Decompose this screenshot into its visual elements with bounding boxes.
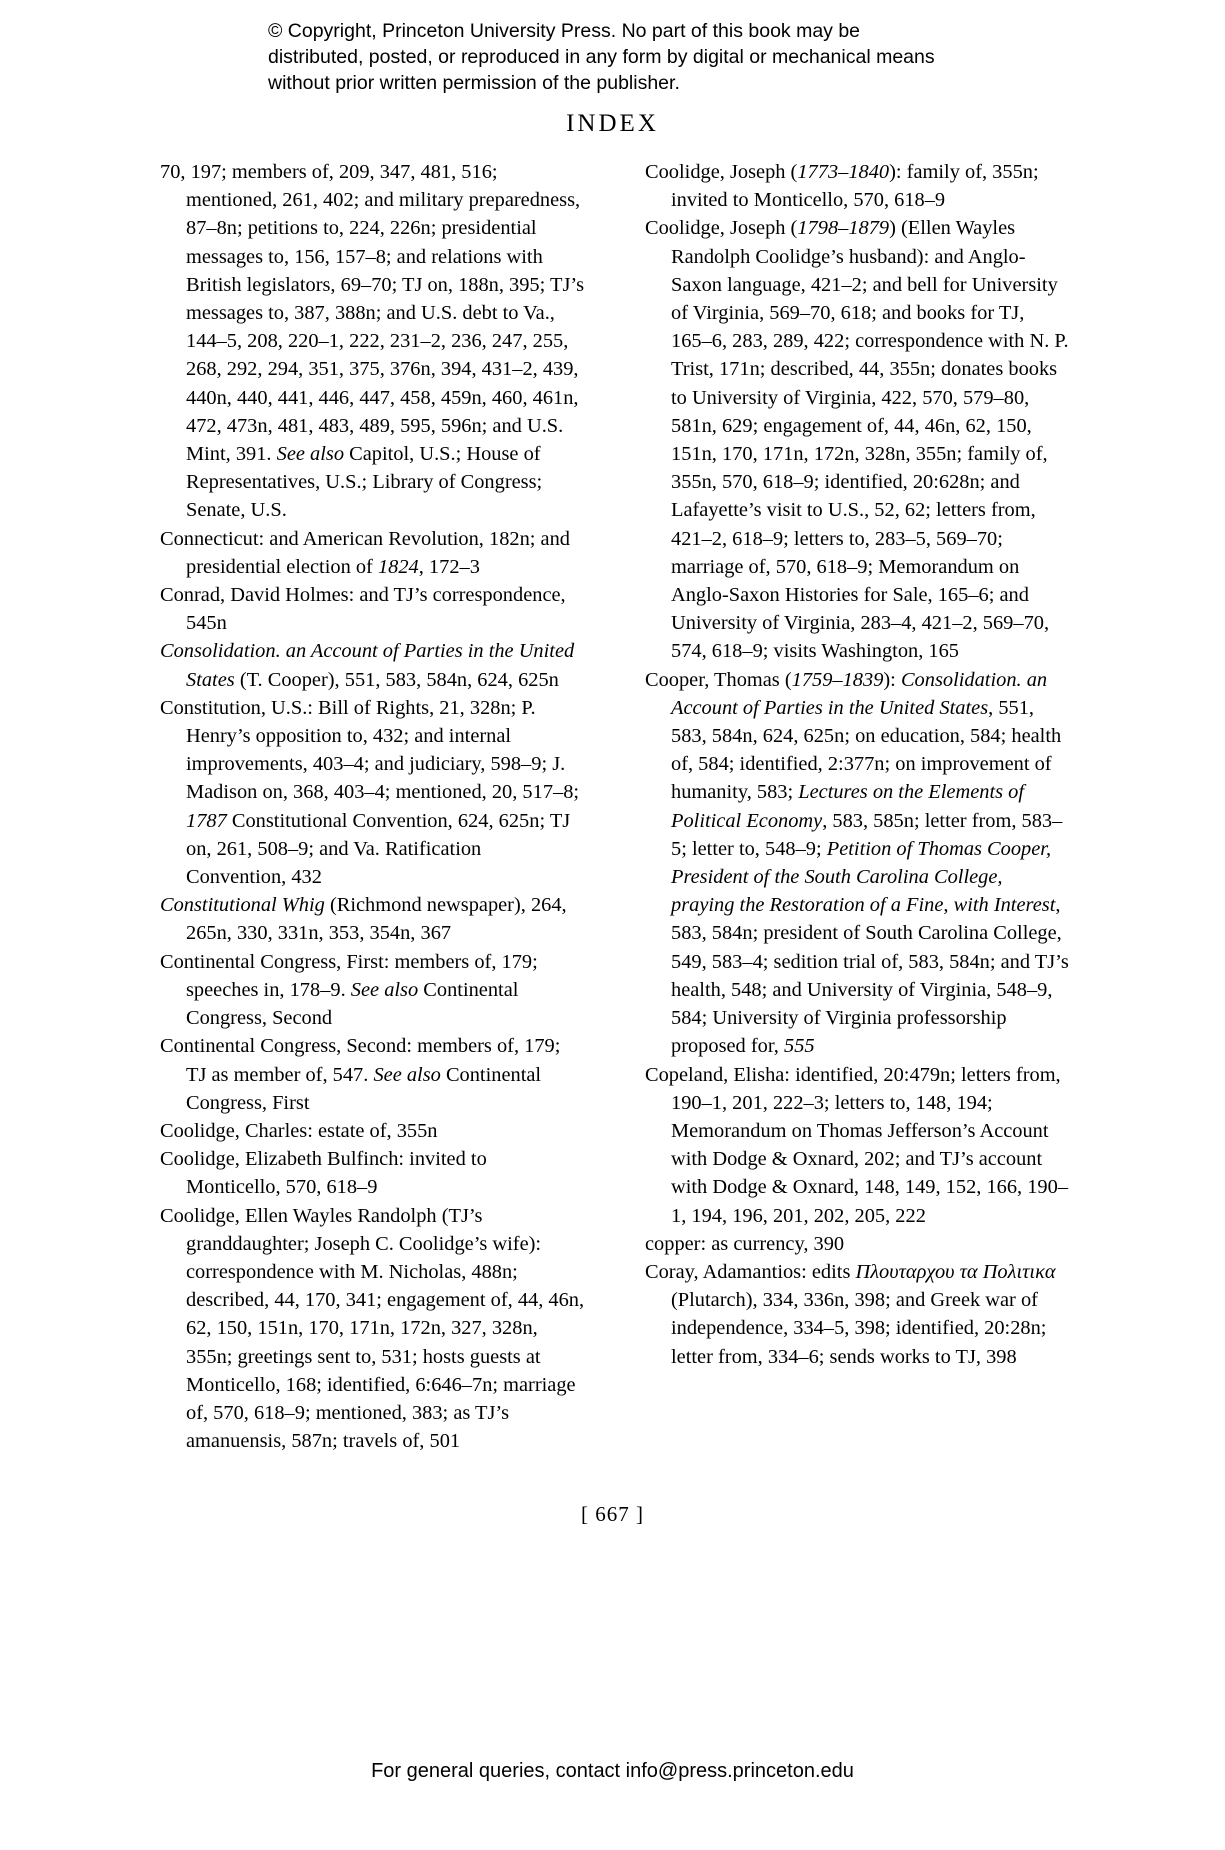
footer-notice: For general queries, contact info@press.princeton.edu (371, 1760, 854, 1782)
index-column-left (160, 158, 585, 1455)
index-entry: Consolidation. an Account of Parties in the United States (T. Cooper), 551, 583, 584n, 624, 625n (160, 640, 575, 691)
index-entry: Coolidge, Ellen Wayles Randolph (TJ’s granddaughter; Joseph C. Coolidge’s wife): correspondence with M. Nicholas, 488n; described, 44, 170, 341; engagement of, 44, 46n, 62, 150, 151n, 170, 171n, 172n, 327, 328n, 355n; greetings sent to, 531; hosts guests at Monticello, 168; identified, 6:646–7n; marriage of, 570, 618–9; mentioned, 383; as TJ’s amanuensis, 587n; travels of, 501 (160, 1204, 585, 1453)
copyright-notice: © Copyright, Princeton University Press. No part of this book may be distributed, posted, or reproduced in any form by digital or mechanical means without prior written permission of the publisher. (268, 20, 935, 94)
index-entry: Constitutional Whig (Richmond newspaper), 264, 265n, 330, 331n, 353, 354n, 367 (160, 894, 567, 945)
index-entry: Coray, Adamantios: edits Πλουταρχου τα Πολιτικα (Plutarch), 334, 336n, 398; and Greek war of independence, 334–5, 398; identified, 20:28n; letter from, 334–6; sends works to TJ, 398 (645, 1260, 1056, 1368)
index-entry: Connecticut: and American Revolution, 182n; and presidential election of 1824, 172–3 (160, 527, 570, 578)
index-entry: Conrad, David Holmes: and TJ’s correspondence, 545n (160, 584, 566, 635)
index-entry: Coolidge, Elizabeth Bulfinch: invited to Monticello, 570, 618–9 (160, 1148, 487, 1199)
index-entry: Cooper, Thomas (1759–1839): Consolidation. an Account of Parties in the United States, 551, 583, 584n, 624, 625n; on education, 584; health of, 584; identified, 2:377n; on improvement of humanity, 583; Lectures on the Elements of Political Economy, 583, 585n; letter from, 583–5; letter to, 548–9; Petition of Thomas Cooper, President of the South Carolina College, praying the Restoration of a Fine, with Interest, 583, 584n; president of South Carolina College, 549, 583–4; sedition trial of, 583, 584n; and TJ’s health, 548; and University of Virginia, 548–9, 584; University of Virginia professorship proposed for, 555 (645, 668, 1069, 1058)
index-column-right (645, 158, 1070, 1455)
page-title: INDEX (566, 110, 659, 137)
index-entry: copper: as currency, 390 (645, 1232, 845, 1255)
page-number: [ 667 ] (581, 1502, 644, 1526)
index-entry: Coolidge, Joseph (1798–1879) (Ellen Wayles Randolph Coolidge’s husband): and Anglo-Saxon language, 421–2; and bell for University of Virginia, 569–70, 618; and books for TJ, 165–6, 283, 289, 422; correspondence with N. P. Trist, 171n; described, 44, 355n; donates books to University of Virginia, 422, 570, 579–80, 581n, 629; engagement of, 44, 46n, 62, 150, 151n, 170, 171n, 172n, 328n, 355n; family of, 355n, 570, 618–9; identified, 20:628n; and Lafayette’s visit to U.S., 52, 62; letters from, 421–2, 618–9; letters to, 283–5, 569–70; marriage of, 570, 618–9; Memorandum on Anglo-Saxon Histories for Sale, 165–6; and University of Virginia, 283–4, 421–2, 569–70, 574, 618–9; visits Washington, 165 (645, 217, 1069, 663)
index-entry: 70, 197; members of, 209, 347, 481, 516; mentioned, 261, 402; and military preparedness, 87–8n; petitions to, 224, 226n; presidential messages to, 156, 157–8; and relations with British legislators, 69–70; TJ on, 188n, 395; TJ’s messages to, 387, 388n; and U.S. debt to Va., 144–5, 208, 220–1, 222, 231–2, 236, 247, 255, 268, 292, 294, 351, 375, 376n, 394, 431–2, 439, 440n, 440, 441, 446, 447, 458, 459n, 460, 461n, 472, 473n, 481, 483, 489, 595, 596n; and U.S. Mint, 391. See also Capitol, U.S.; House of Representatives, U.S.; Library of Congress; Senate, U.S. (160, 161, 585, 522)
index-entry: Constitution, U.S.: Bill of Rights, 21, 328n; P. Henry’s opposition to, 432; and internal improvements, 403–4; and judiciary, 598–9; J. Madison on, 368, 403–4; mentioned, 20, 517–8; 1787 Constitutional Convention, 624, 625n; TJ on, 261, 508–9; and Va. Ratification Convention, 432 (160, 696, 580, 889)
index-entry: Coolidge, Joseph (1773–1840): family of, 355n; invited to Monticello, 570, 618–9 (645, 161, 1039, 212)
index-entry: Coolidge, Charles: estate of, 355n (160, 1119, 438, 1142)
index-entry: Continental Congress, Second: members of, 179; TJ as member of, 547. See also Continental Congress, First (160, 1035, 561, 1114)
index-entry: Copeland, Elisha: identified, 20:479n; letters from, 190–1, 201, 222–3; letters to, 148, 194; Memorandum on Thomas Jefferson’s Account with Dodge & Oxnard, 202; and TJ’s account with Dodge & Oxnard, 148, 149, 152, 166, 190–1, 194, 196, 201, 202, 205, 222 (645, 1063, 1069, 1227)
index-entry: Continental Congress, First: members of, 179; speeches in, 178–9. See also Continental Congress, Second (160, 950, 538, 1030)
index-columns (160, 158, 1070, 1455)
